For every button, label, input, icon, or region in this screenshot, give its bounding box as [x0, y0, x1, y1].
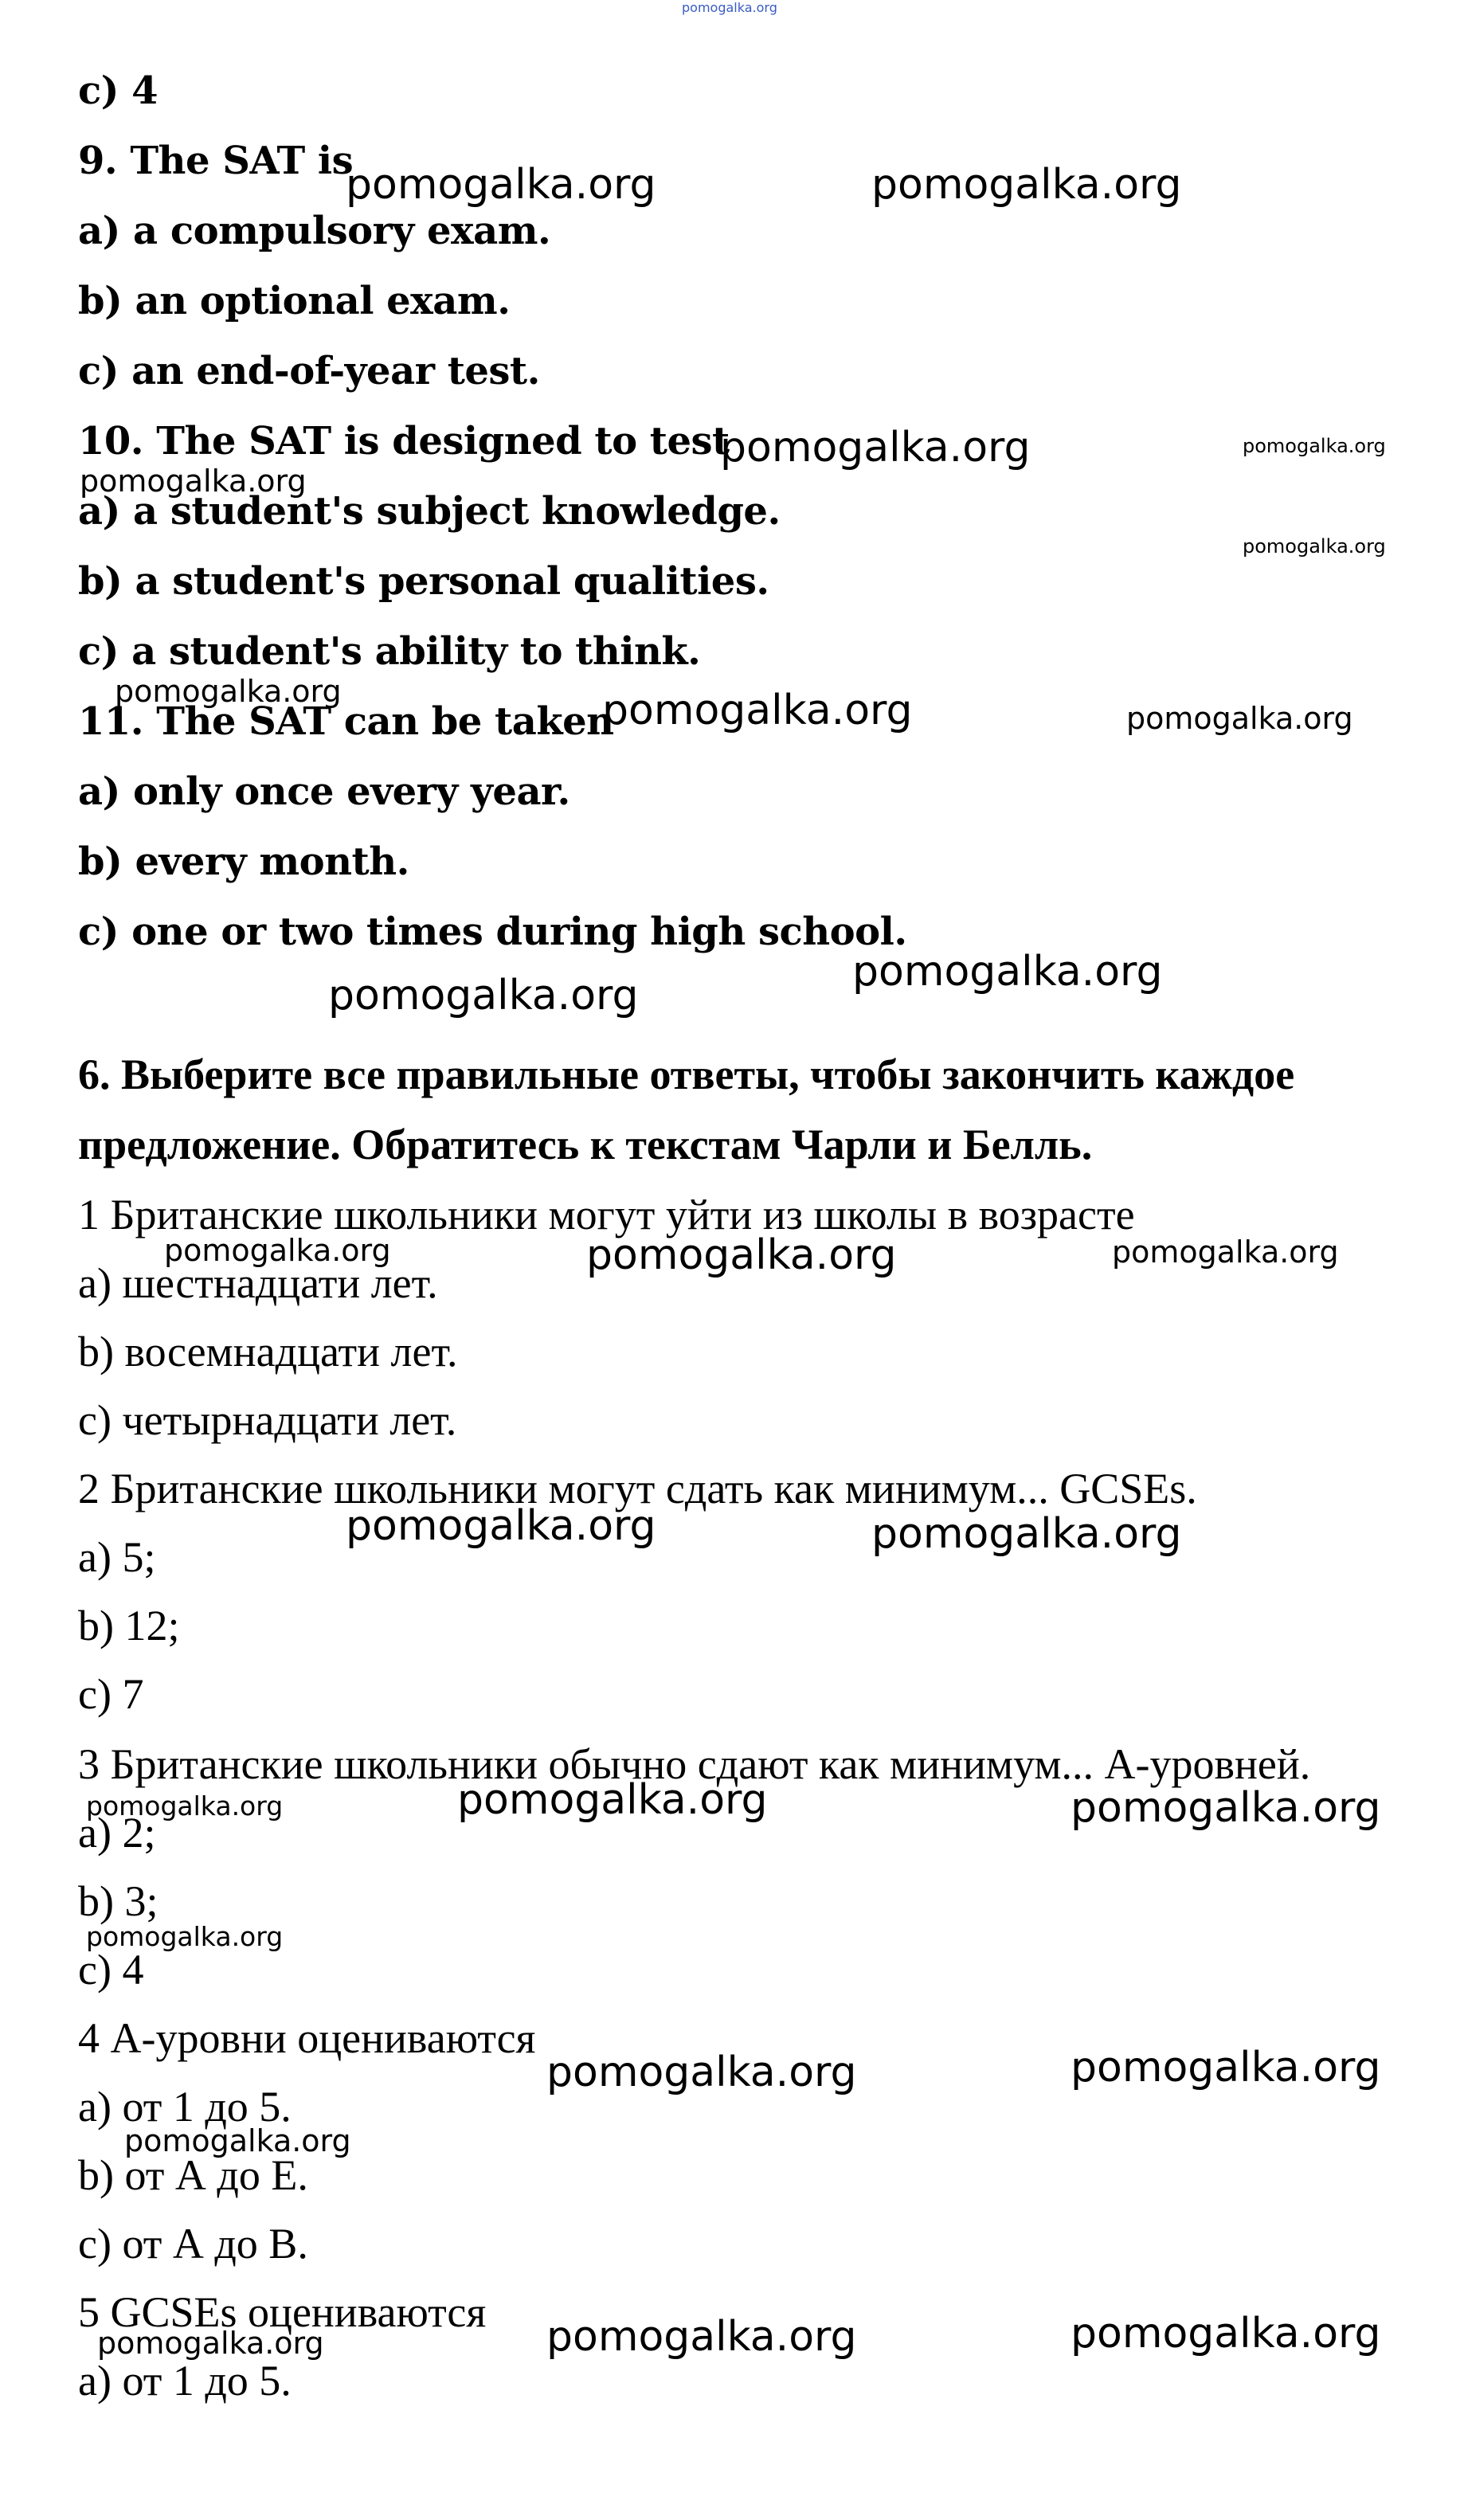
answer-3c: с) 4 — [78, 1946, 144, 1994]
watermark: pomogalka.org — [1243, 435, 1386, 457]
question-4: 4 А-уровни оцениваются — [78, 2014, 536, 2062]
answer-c-4: c) 4 — [78, 68, 159, 113]
answer-4a: а) от 1 до 5. — [78, 2083, 292, 2131]
answer-4b: b) от А до Е. — [78, 2151, 308, 2199]
answer-b-personal-qualities: b) a student's personal qualities. — [78, 559, 769, 604]
answer-1c: с) четырнадцати лет. — [78, 1396, 457, 1444]
question-11: 11. The SAT can be taken — [78, 699, 614, 744]
watermark: pomogalka.org — [328, 972, 639, 1019]
answer-b-optional: b) an optional exam. — [78, 279, 511, 323]
watermark: pomogalka.org — [546, 2048, 857, 2096]
watermark: pomogalka.org — [124, 2123, 351, 2158]
watermark: pomogalka.org — [115, 674, 342, 709]
watermark: pomogalka.org — [346, 161, 656, 209]
header-watermark: pomogalka.org — [682, 0, 777, 15]
watermark: pomogalka.org — [346, 1502, 656, 1550]
watermark: pomogalka.org — [86, 1921, 284, 1952]
answer-5a: а) от 1 до 5. — [78, 2357, 292, 2405]
question-10: 10. The SAT is designed to test — [78, 419, 730, 464]
answer-a-subject-knowledge: a) a student's subject knowledge. — [78, 489, 781, 534]
watermark: pomogalka.org — [586, 1231, 897, 1279]
answer-2c: с) 7 — [78, 1670, 144, 1718]
watermark: pomogalka.org — [1071, 2310, 1381, 2358]
watermark: pomogalka.org — [1126, 701, 1353, 736]
answer-3a: а) 2; — [78, 1809, 156, 1857]
watermark: pomogalka.org — [871, 161, 1182, 209]
question-3: 3 Британские школьники обычно сдают как минимум... А-уровней. — [78, 1740, 1311, 1788]
answer-b-every-month: b) every month. — [78, 839, 409, 884]
answer-c-end-of-year: c) an end-of-year test. — [78, 349, 540, 393]
answer-c-ability-to-think: c) a student's ability to think. — [78, 629, 701, 674]
watermark: pomogalka.org — [871, 1510, 1182, 1558]
question-2: 2 Британские школьники могут сдать как минимум... GCSEs. — [78, 1465, 1197, 1512]
watermark: pomogalka.org — [720, 424, 1031, 472]
watermark: pomogalka.org — [97, 2326, 324, 2361]
watermark: pomogalka.org — [1243, 535, 1386, 558]
watermark: pomogalka.org — [1071, 2044, 1381, 2092]
answer-c-one-or-two-times: c) one or two times during high school. — [78, 910, 907, 954]
watermark: pomogalka.org — [164, 1233, 391, 1268]
answer-2a: а) 5; — [78, 1533, 156, 1581]
answer-1a: а) шестнадцати лет. — [78, 1259, 438, 1307]
watermark: pomogalka.org — [86, 1790, 284, 1822]
answer-a-once-every-year: a) only once every year. — [78, 769, 570, 814]
watermark: pomogalka.org — [80, 464, 307, 499]
answer-1b: b) восемнадцати лет. — [78, 1328, 458, 1375]
watermark: pomogalka.org — [602, 687, 913, 734]
question-1: 1 Британские школьники могут уйти из школы в возрасте — [78, 1191, 1135, 1238]
answer-a-compulsory: a) a compulsory exam. — [78, 209, 551, 253]
answer-3b: b) 3; — [78, 1877, 159, 1925]
watermark: pomogalka.org — [457, 1776, 768, 1824]
watermark: pomogalka.org — [546, 2313, 857, 2361]
task6-heading-line2: предложение. Обратитесь к текстам Чарли и Белль. — [78, 1121, 1093, 1168]
watermark: pomogalka.org — [852, 948, 1163, 996]
question-5: 5 GCSEs оцениваются — [78, 2288, 487, 2336]
task6-heading-line1: 6. Выберите все правильные ответы, чтобы закончить каждое — [78, 1051, 1295, 1098]
answer-2b: b) 12; — [78, 1602, 180, 1649]
watermark: pomogalka.org — [1112, 1235, 1339, 1270]
watermark: pomogalka.org — [1071, 1784, 1381, 1832]
question-9: 9. The SAT is — [78, 139, 354, 183]
answer-4c: с) от А до В. — [78, 2220, 308, 2268]
